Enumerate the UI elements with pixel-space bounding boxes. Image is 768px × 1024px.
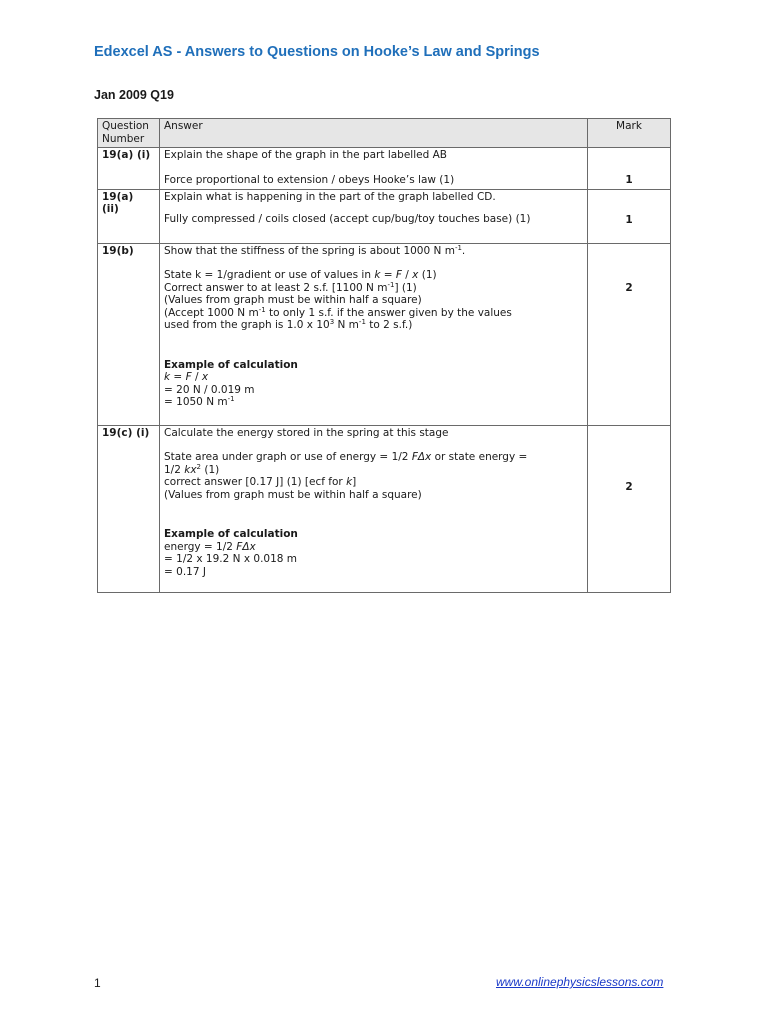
answer-text: (Values from graph must be within half a square) [164,294,422,306]
table-row [98,425,671,592]
mark-value: 2 [625,281,633,294]
answer-text: State k = 1/gradient or use of values in k = F / x (1) [164,269,437,281]
mark-value: 1 [625,213,633,226]
question-text: Explain what is happening in the part of the graph labelled CD. [164,190,496,203]
document-title: Edexcel AS - Answers to Questions on Hooke’s Law and Springs [94,44,540,60]
example-heading: Example of calculation [164,528,298,540]
question-text: Explain the shape of the graph in the part labelled AB [164,149,447,161]
question-number: 19(c) (i) [98,425,160,592]
example-heading: Example of calculation [164,358,298,371]
page-number: 1 [94,976,101,990]
mark-value: 1 [625,174,633,186]
question-reference: Jan 2009 Q19 [94,88,174,102]
mark-cell [588,148,671,190]
header-mark: Mark [588,119,671,148]
answer-text: Force proportional to extension / obeys Hooke’s law (1) [164,173,455,186]
mark-cell [588,425,671,592]
answer-cell [160,243,588,425]
calculation-line: energy = 1/2 FΔx [164,540,256,553]
question-number: 19(a) (i) [98,148,160,190]
answer-text: (Accept 1000 N $m^{-1}$ to only 1 s.f. if the answer given by the values [164,305,512,319]
table-row [98,148,671,190]
calculation-line: = 0.17 J [164,565,206,578]
answer-text: correct answer [0.17 J] (1) [ecf for k] [164,476,357,488]
header-question-number: Question Number [98,119,160,148]
mark-cell [588,243,671,425]
answer-text: State area under graph or use of energy = 1/2 FΔx or state energy = [164,451,528,463]
answer-cell [160,148,588,190]
calculation-line: = 20 N / 0.019 m [164,383,255,396]
question-number: 19(b) [98,243,160,425]
calculation-line: = 1/2 x 19.2 N x 0.018 m [164,553,298,565]
website-link[interactable]: www.onlinephysicslessons.com [496,975,664,989]
question-text: Calculate the energy stored in the spring at this stage [164,426,449,439]
answer-cell [160,189,588,243]
calculation-line: k = F / x [164,371,209,383]
answer-text: Correct answer to at least 2 s.f. [1100 N $m^{-1}$] (1) [164,280,417,294]
question-number: 19(a) (ii) [98,189,160,243]
mark-cell [588,189,671,243]
table-header-row [98,119,671,148]
header-answer: Answer [160,119,588,148]
mark-scheme-table [97,118,671,593]
answer-text: 1/2 $kx^2$ (1) [164,462,220,476]
answer-text: Fully compressed / coils closed (accept cup/bug/toy touches base) (1) [164,213,531,225]
answer-cell [160,425,588,592]
table-row [98,243,671,425]
question-text: Show that the stiffness of the spring is about 1000 N $m^{-1}$. [164,243,466,257]
answer-text: used from the graph is 1.0 x $10^3$ N $m^{-1}$ to 2 s.f.) [164,318,413,331]
calculation-line: = 1050 N $m^{-1}$ [164,395,235,408]
answer-text: (Values from graph must be within half a square) [164,488,422,501]
table-row [98,189,671,243]
mark-value: 2 [625,480,633,493]
